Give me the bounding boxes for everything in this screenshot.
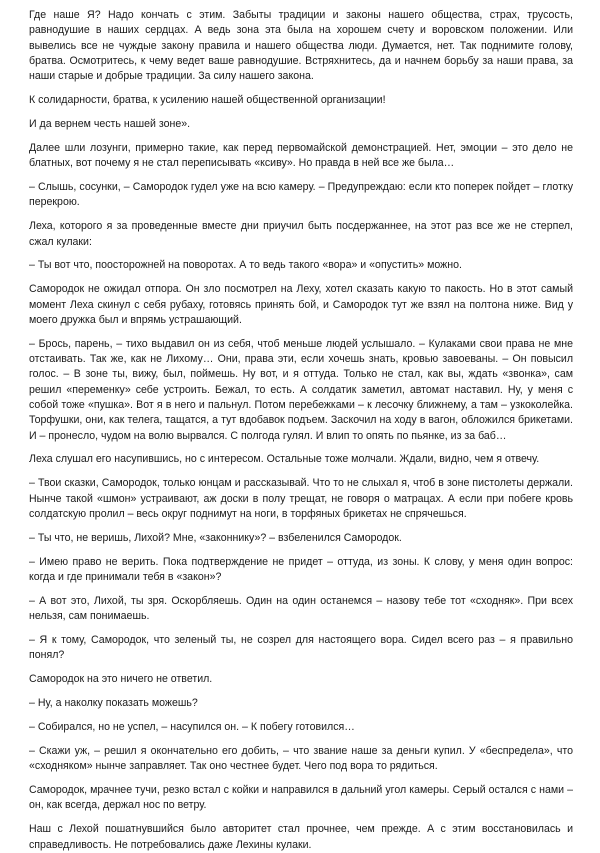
paragraph: – Скажи уж, – решил я окончательно его добить, – что звание наше за деньги купил. У «беспредела», что «сходняком» нынче заправляет. Так оно честнее будет. Чего под вора то рядиться. [29, 744, 573, 773]
paragraph: Леха слушал его насупившись, но с интересом. Остальные тоже молчали. Ждали, видно, чем я отвечу. [29, 453, 540, 466]
paragraph: – Имею право не верить. Пока подтверждение не придет – оттуда, из зоны. К слову, у меня один вопрос: когда и где принимали тебя в «закон»? [29, 555, 573, 584]
paragraph: Самородок не ожидал отпора. Он зло посмотрел на Леху, хотел сказать какую то пакость. Но в этот самый момент Леха скинул с себя рубаху, готовясь принять бой, и Самородок тут же взял на полтона ниже. Вид у моего дружка был и впрямь устрашающий. [29, 283, 573, 326]
paragraph: Наш с Лехой пошатнувшийся было авторитет стал прочнее, чем прежде. А с этим восстановилась и справедливость. Не потребовались даже Лехины кулаки. [29, 823, 573, 851]
paragraph: – А вот это, Лихой, ты зря. Оскорбляешь. Один на один останемся – назову тебе тот «сходняк». При всех нельзя, сам понимаешь. [29, 594, 573, 623]
paragraph: Леха, которого я за проведенные вместе дни приучил быть посдержаннее, на этот раз все же не стерпел, сжал кулаки: [29, 220, 573, 248]
paragraph: К солидарности, братва, к усилению нашей общественной организации! [29, 94, 386, 107]
paragraph: И да вернем честь нашей зоне». [29, 117, 191, 130]
paragraph: – Ты что, не веришь, Лихой? Мне, «законнику»? – взбеленился Самородок. [29, 531, 402, 544]
paragraph: – Собирался, но не успел, – насупился он. – К побегу готовился… [29, 721, 355, 734]
paragraph: Самородок, мрачнее тучи, резко встал с койки и направился в дальний угол камеры. Серый остался с нами – он, как всегда, держал нос по ветру. [29, 784, 573, 812]
paragraph: – Ну, а наколку показать можешь? [29, 697, 198, 710]
paragraph: – Я к тому, Самородок, что зеленый ты, не созрел для настоящего вора. Сидел всего раз – я правильно понял? [29, 634, 573, 662]
paragraph: – Слышь, сосунки, – Самородок гудел уже на всю камеру. – Предупреждаю: если кто поперек пойдет – глотку перекрою. [29, 181, 573, 209]
paragraph: – Ты вот что, поосторожней на поворотах. А то ведь такого «вора» и «опустить» можно. [29, 259, 462, 272]
paragraph: Самородок на это ничего не ответил. [29, 673, 213, 686]
paragraph: – Брось, парень, – тихо выдавил он из себя, чтоб меньше людей услышало. – Кулаками свои права не мне отстаивать. Так же, как не Лихому… Они, права эти, если хочешь знать, кровью завоеваны. – Он повысил голос. – В зоне ты, вижу, был, поймешь. Ну вот, и я оттуда. Только не стал, как вы, ждать «звонка», сам решил «переменку» себе устроить. Бежал, то есть. А солдатик заметил, автомат наставил. Ну, у меня с собой тоже «пушка». Вот я в него и пальнул. Потом перебежками – к лесочку ближнему, а там – узкоколейка. Торфушки, они, как телега, тащатся, а тут вдобавок подъем. Заскочил на ходу в вагон, обложился брикетами. И – пронесло, чудом на волю вырвался. С полгода гулял. И влип то опять по пьянке, из за баб… [29, 337, 573, 442]
paragraph: Далее шли лозунги, примерно такие, как перед первомайской демонстрацией. Нет, эмоции – это дело не блатных, вот почему я не стал переписывать «ксиву». Но правда в ней все же была… [29, 141, 573, 170]
paragraph: Где наше Я? Надо кончать с этим. Забыты традиции и законы нашего общества, страх, трусость, равнодушие в наших сердцах. А ведь зона эта была на хорошем счету и воровском положении. Или вывелись все не чуждые закону правила и нашего общества люди. Думается, нет. Так поднимите голову, братва. Осмотритесь, к чему ведет ваше равнодушие. Встряхнитесь, да и начнем борьбу за наши права, за наши старые и добрые традиции. За силу нашего закона. [29, 9, 573, 83]
paragraph: – Твои сказки, Самородок, только юнцам и рассказывай. Что то не слыхал я, чтоб в зоне пистолеты держали. Нынче такой «шмон» устраивают, аж доски в полу трещат, не говоря о матрацах. А если при побеге кровь солдатскую пролил – весь округ поднимут на ноги, в торфяных брикетах не спрячешься. [29, 477, 573, 520]
